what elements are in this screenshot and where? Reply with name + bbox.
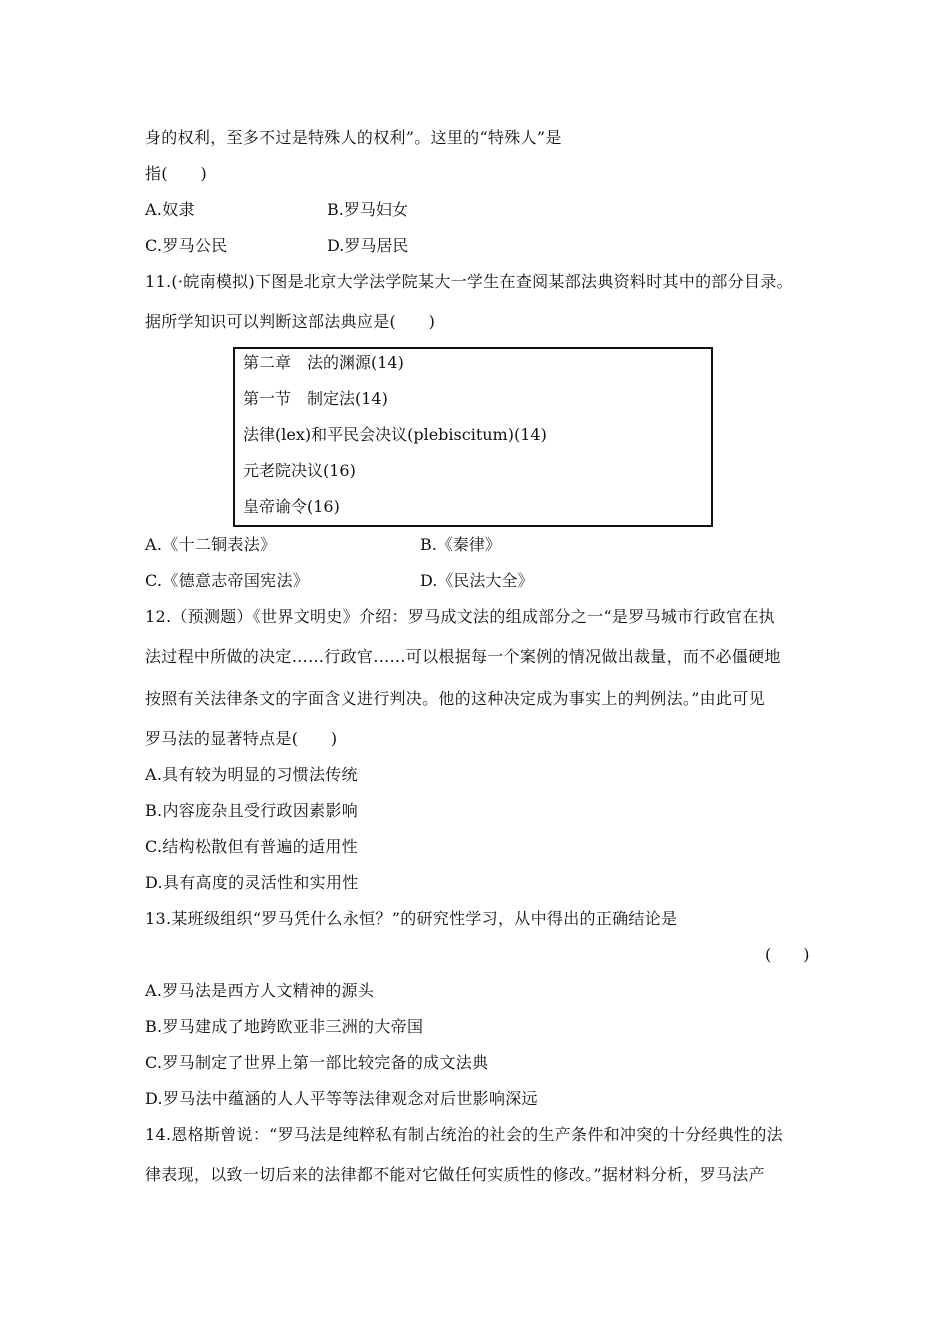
q12-stem-line-3: 按照有关法律条文的字面含义进行判决。他的这种决定成为事实上的判例法。”由此可见 xyxy=(145,689,765,708)
q13-option-a: A.罗马法是西方人文精神的源头 xyxy=(145,981,375,1000)
q13-option-b: B.罗马建成了地跨欧亚非三洲的大帝国 xyxy=(145,1017,424,1036)
q11-stem-line-1: 11.(·皖南模拟)下图是北京大学法学院某大一学生在查阅某部法典资料时其中的部分目录。 xyxy=(145,272,793,291)
q11-option-a: A.《十二铜表法》 xyxy=(145,535,277,554)
toc-line-2: 第一节 制定法(14) xyxy=(243,389,388,408)
q11-stem-line-2: 据所学知识可以判断这部法典应是( ) xyxy=(145,312,436,331)
q12-stem-line-4: 罗马法的显著特点是( ) xyxy=(145,729,338,748)
q11-option-c: C.《德意志帝国宪法》 xyxy=(145,571,310,590)
q10-option-c: C.罗马公民 xyxy=(145,236,228,255)
q11-option-b: B.《秦律》 xyxy=(420,535,501,554)
toc-line-5: 皇帝谕令(16) xyxy=(243,497,340,516)
q14-stem-line-1: 14.恩格斯曾说：“罗马法是纯粹私有制占统治的社会的生产条件和冲突的十分经典性的法 xyxy=(145,1125,783,1144)
q11-option-d: D.《民法大全》 xyxy=(420,571,534,590)
q12-option-b: B.内容庞杂且受行政因素影响 xyxy=(145,801,359,820)
q12-stem-line-1: 12.（预测题）《世界文明史》介绍：罗马成文法的组成部分之一“是罗马城市行政官在执 xyxy=(145,607,775,626)
q10-option-a: A.奴隶 xyxy=(145,200,195,219)
q13-stem: 13.某班级组织“罗马凭什么永恒？”的研究性学习，从中得出的正确结论是 xyxy=(145,909,678,928)
q13-answer-blank: ( ) xyxy=(765,945,810,964)
q10-option-b: B.罗马妇女 xyxy=(327,200,408,219)
table-of-contents-box xyxy=(233,347,713,527)
q14-stem-line-2: 律表现，以致一切后来的法律都不能对它做任何实质性的修改。”据材料分析，罗马法产 xyxy=(145,1165,765,1184)
toc-line-4: 元老院决议(16) xyxy=(243,461,356,480)
q10-stem-line-2: 指( ) xyxy=(145,164,207,183)
q12-option-d: D.具有高度的灵活性和实用性 xyxy=(145,873,359,892)
q12-option-a: A.具有较为明显的习惯法传统 xyxy=(145,765,358,784)
q13-option-c: C.罗马制定了世界上第一部比较完备的成文法典 xyxy=(145,1053,489,1072)
q12-option-c: C.结构松散但有普遍的适用性 xyxy=(145,837,358,856)
toc-line-1: 第二章 法的渊源(14) xyxy=(243,353,404,372)
q13-option-d: D.罗马法中蕴涵的人人平等等法律观念对后世影响深远 xyxy=(145,1089,538,1108)
q12-stem-line-2: 法过程中所做的决定……行政官……可以根据每一个案例的情况做出裁量，而不必僵硬地 xyxy=(145,647,781,666)
toc-line-3: 法律(lex)和平民会决议(plebiscitum)(14) xyxy=(243,425,547,444)
q10-option-d: D.罗马居民 xyxy=(327,236,409,255)
q10-stem-line-1: 身的权利，至多不过是特殊人的权利”。这里的“特殊人”是 xyxy=(145,128,562,147)
